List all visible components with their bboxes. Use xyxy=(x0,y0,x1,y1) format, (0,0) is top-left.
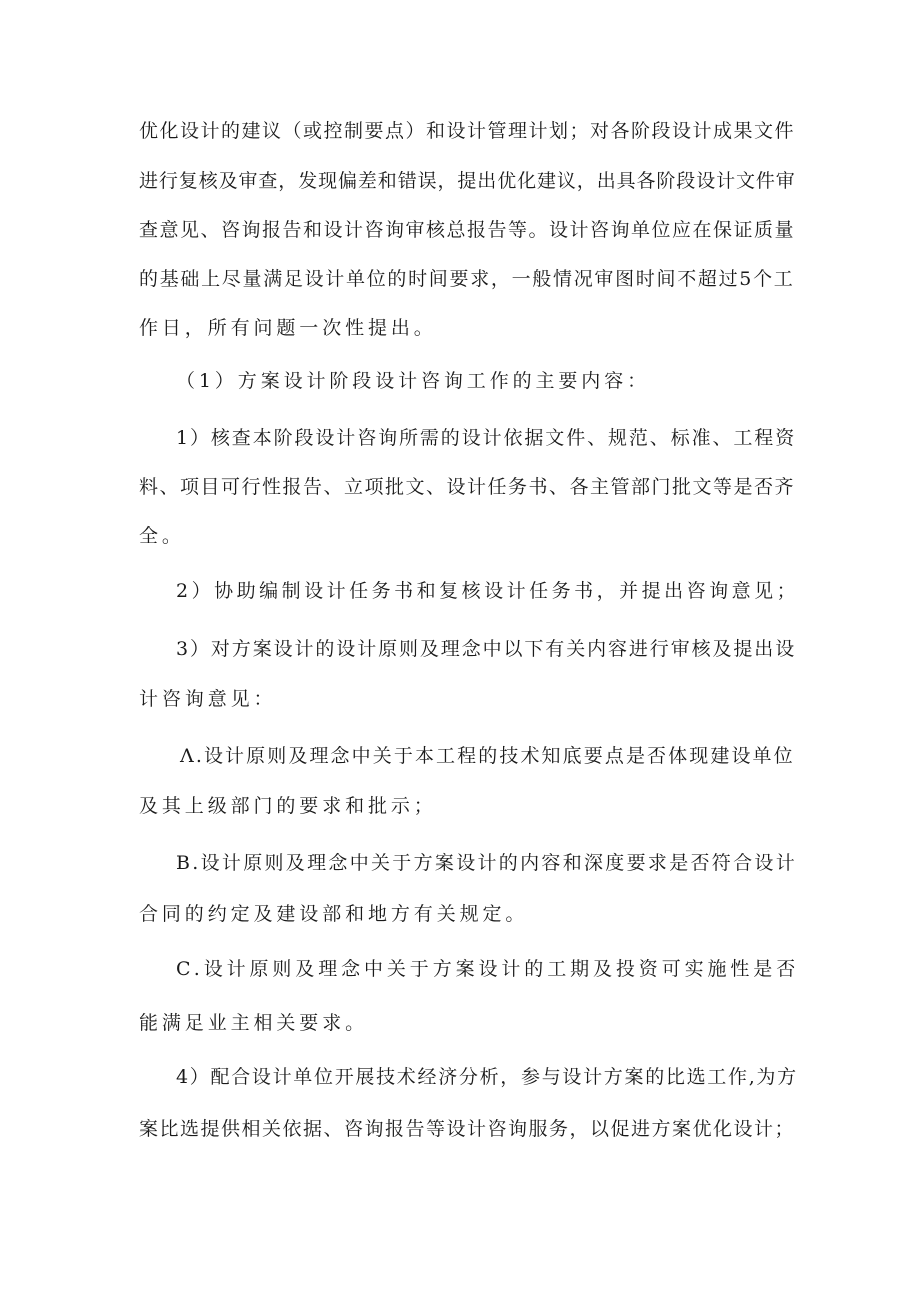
paragraph-line: 优化设计的建议（或控制要点）和设计管理计划；对各阶段设计成果文件 xyxy=(139,120,796,142)
list-item-4-line: 4）配合设计单位开展技术经济分析，参与设计方案的比选工作,为方 xyxy=(176,1066,798,1088)
paragraph-line: 作日，所有问题一次性提出。 xyxy=(139,317,437,339)
list-item-1-line: 料、项目可行性报告、立项批文、设计任务书、各主管部门批文等是否齐 xyxy=(139,476,796,498)
section-heading: （1）方案设计阶段设计咨询工作的主要内容： xyxy=(176,370,650,392)
list-item-2-line: 2）协助编制设计任务书和复核设计任务书，并提出咨询意见； xyxy=(176,580,800,602)
list-item-3-line: 3）对方案设计的设计原则及理念中以下有关内容进行审核及提出设 xyxy=(176,638,797,660)
sub-item-c-line: C.设计原则及理念中关于方案设计的工期及投资可实施性是否 xyxy=(176,958,800,980)
paragraph-line: 进行复核及审查，发现偏差和错误，提出优化建议，出具各阶段设计文件审 xyxy=(139,170,796,192)
sub-item-b-line: 合同的约定及建设部和地方有关规定。 xyxy=(139,903,529,925)
list-item-3-line: 计咨询意见： xyxy=(139,688,277,710)
sub-item-c-line: 能满足业主相关要求。 xyxy=(139,1012,369,1034)
sub-item-b-line: B.设计原则及理念中关于方案设计的内容和深度要求是否符合设计 xyxy=(176,852,798,874)
list-item-1-line: 全。 xyxy=(139,525,185,547)
paragraph-line: 的基础上尽量满足设计单位的时间要求，一般情况审图时间不超过5个工 xyxy=(139,268,795,290)
paragraph-line: 查意见、咨询报告和设计咨询审核总报告等。设计咨询单位应在保证质量 xyxy=(139,219,796,241)
sub-item-a-line: Λ.设计原则及理念中关于本工程的技术知底要点是否体现建设单位 xyxy=(180,745,795,767)
sub-item-a-line: 及其上级部门的要求和批示； xyxy=(139,795,437,817)
list-item-1-line: 1）核查本阶段设计咨询所需的设计依据文件、规范、标准、工程资 xyxy=(176,427,797,449)
list-item-4-line: 案比选提供相关依据、咨询报告等设计咨询服务，以促进方案优化设计； xyxy=(139,1118,796,1140)
